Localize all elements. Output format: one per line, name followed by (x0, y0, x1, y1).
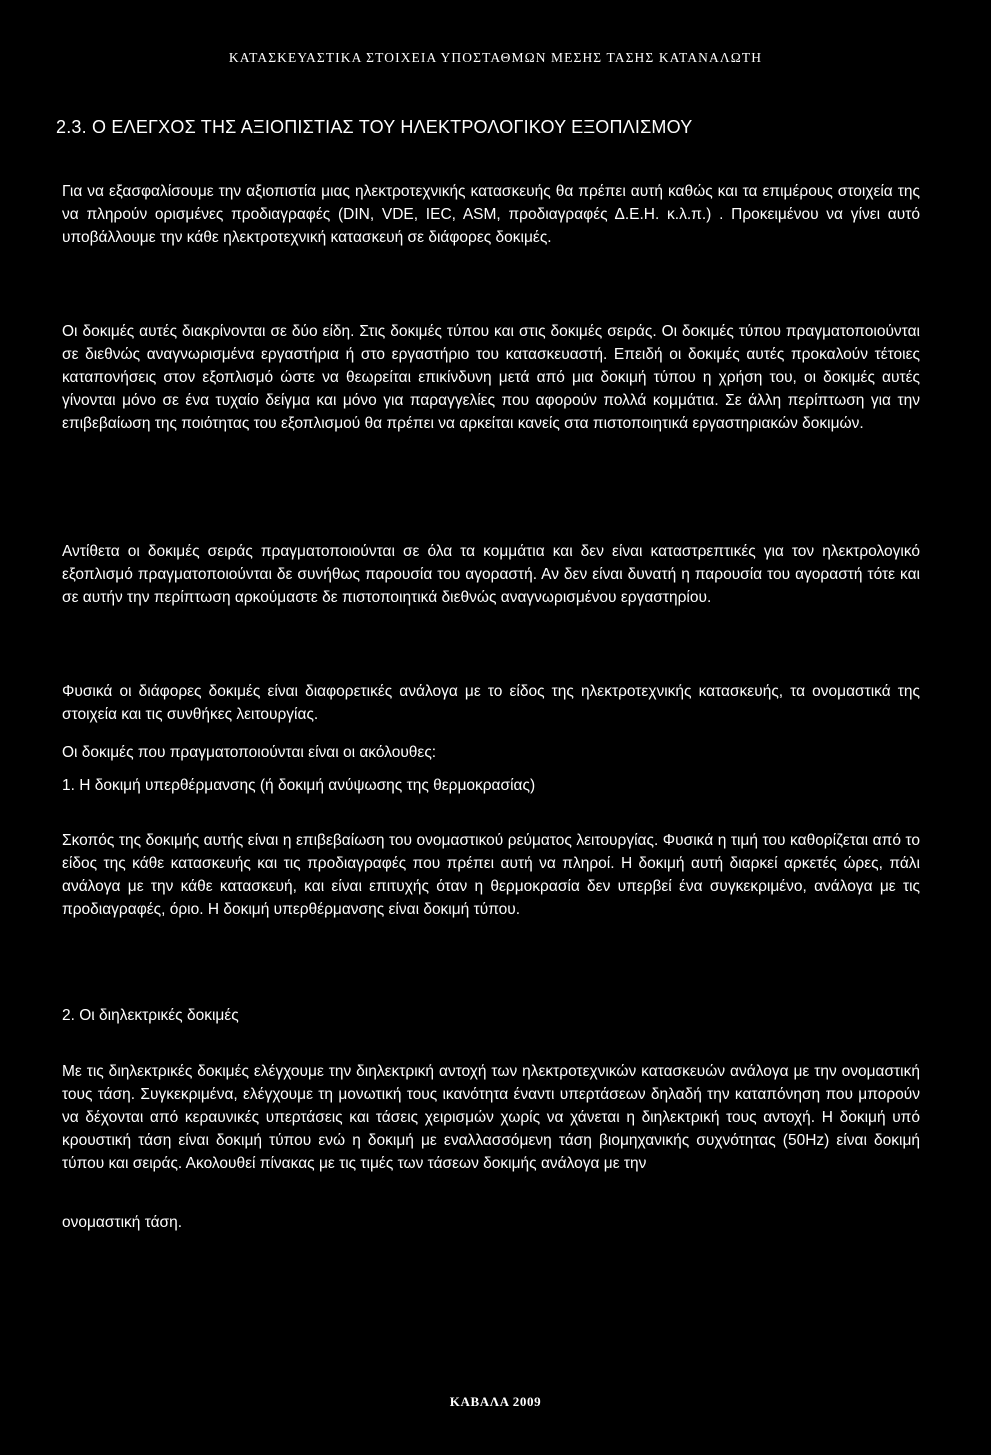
page-header: ΚΑΤΑΣΚΕΥΑΣΤΙΚΑ ΣΤΟΙΧΕΙΑ ΥΠΟΣΤΑΘΜΩΝ ΜΕΣΗΣ ΤΑΣΗΣ ΚΑΤΑΝΑΛΩΤΗ (228, 50, 763, 65)
paragraph-test-types: Οι δοκιμές αυτές διακρίνονται σε δύο είδη. Στις δοκιμές τύπου και στις δοκιμές σειράς. Οι δοκιμές τύπου πραγματοποιούνται σε διεθνώς αναγνωρισμένα εργαστήρια ή στο εργαστήριο του κατασκευαστή. Επειδή οι δοκιμές αυτές προκαλούν τέτοιες καταπονήσεις στον εξοπλισμό ώστε να θεωρείται επικίνδυνη μετά από μια δοκιμή τύπου η χρήση του, οι δοκιμές αυτές γίνονται μόνο σε ένα τυχαίο δείγμα και μόνο για παραγγελίες που αφορούν πολλά κομμάτια. Σε άλλη περίπτωση για την επιβεβαίωση της ποιότητας του εξοπλισμού θα πρέπει να αρκείται κανείς στα πιστοποιητικά εργαστηριακών δοκιμών. (62, 323, 920, 432)
paragraph-test-differences: Φυσικά οι διάφορες δοκιμές είναι διαφορετικές ανάλογα με το είδος της ηλεκτροτεχνικής κατασκευής, τα ονομαστικά της στοιχεία και τις συνθήκες λειτουργίας. (62, 683, 920, 723)
tests-list-intro: Οι δοκιμές που πραγματοποιούνται είναι οι ακόλουθες: (62, 744, 437, 761)
list-item-overheating-test: 1. Η δοκιμή υπερθέρμανσης (ή δοκιμή ανύψωσης της θερμοκρασίας) (62, 777, 536, 794)
paragraph-reliability-intro: Για να εξασφαλίσουμε την αξιοπιστία μιας ηλεκτροτεχνικής κατασκευής θα πρέπει αυτή καθώς και τα επιμέρους στοιχεία της να πληρούν ορισμένες προδιαγραφές (DIN, VDE, IEC, ASM, προδιαγραφές Δ.Ε.Η. κ.λ.π.) . Προκειμένου να γίνει αυτό υποβάλλουμε την κάθε ηλεκτροτεχνική κατασκευή σε διάφορες δοκιμές. (62, 183, 920, 246)
paragraph-overheating-test: Σκοπός της δοκιμής αυτής είναι η επιβεβαίωση του ονομαστικού ρεύματος λειτουργίας. Φυσικά η τιμή του καθορίζεται από το είδος της κάθε κατασκευής και τις προδιαγραφές που πρέπει αυτή να πληροί. Η δοκιμή αυτή διαρκεί αρκετές ώρες, πάλι ανάλογα με την κάθε κατασκευή, και είναι επιτυχής όταν η θερμοκρασία δεν υπερβεί ένα συγκεκριμένο, ανάλογα με τις προδιαγραφές, όριο. Η δοκιμή υπερθέρμανσης είναι δοκιμή τύπου. (62, 832, 920, 918)
section-title: 2.3. Ο ΕΛΕΓΧΟΣ ΤΗΣ ΑΞΙΟΠΙΣΤΙΑΣ ΤΟΥ ΗΛΕΚΤΡΟΛΟΓΙΚΟΥ ΕΞΟΠΛΙΣΜΟΥ (56, 117, 693, 137)
paragraph-dielectric-tests: Με τις διηλεκτρικές δοκιμές ελέγχουμε την διηλεκτρική αντοχή των ηλεκτροτεχνικών κατασκευών ανάλογα με την ονομαστική τους τάση. Συγκεκριμένα, ελέγχουμε τη μονωτική τους ικανότητα έναντι υπερτάσεων δηλαδή την καταπόνηση που μπορούν να δέχονται από κεραυνικές υπερτάσεις και τάσεις χειρισμών χωρίς να χάνεται η διηλεκτρική τους αντοχή. Η δοκιμή υπό κρουστική τάση είναι δοκιμή τύπου ενώ η δοκιμή με εναλλασσόμενη τάση βιομηχανικής συχνότητας (50Hz) είναι δοκιμή τύπου και σειράς. Ακολουθεί πίνακας με τις τιμές των τάσεων δοκιμής ανάλογα με την (62, 1063, 920, 1172)
paragraph-rated-voltage: ονομαστική τάση. (62, 1214, 183, 1231)
page-footer: ΚΑΒΑΛΑ 2009 (449, 1394, 542, 1409)
list-item-dielectric-tests: 2. Οι διηλεκτρικές δοκιμές (62, 1007, 239, 1024)
paragraph-series-tests: Αντίθετα οι δοκιμές σειράς πραγματοποιούνται σε όλα τα κομμάτια και δεν είναι καταστρεπτικές για τον ηλεκτρολογικό εξοπλισμό πραγματοποιούνται δε συνήθως παρουσία του αγοραστή. Αν δεν είναι δυνατή η παρουσία του αγοραστή τότε και σε αυτήν την περίπτωση αρκούμαστε δε πιστοποιητικά διεθνώς αναγνωρισμένου εργαστηρίου. (62, 543, 920, 606)
